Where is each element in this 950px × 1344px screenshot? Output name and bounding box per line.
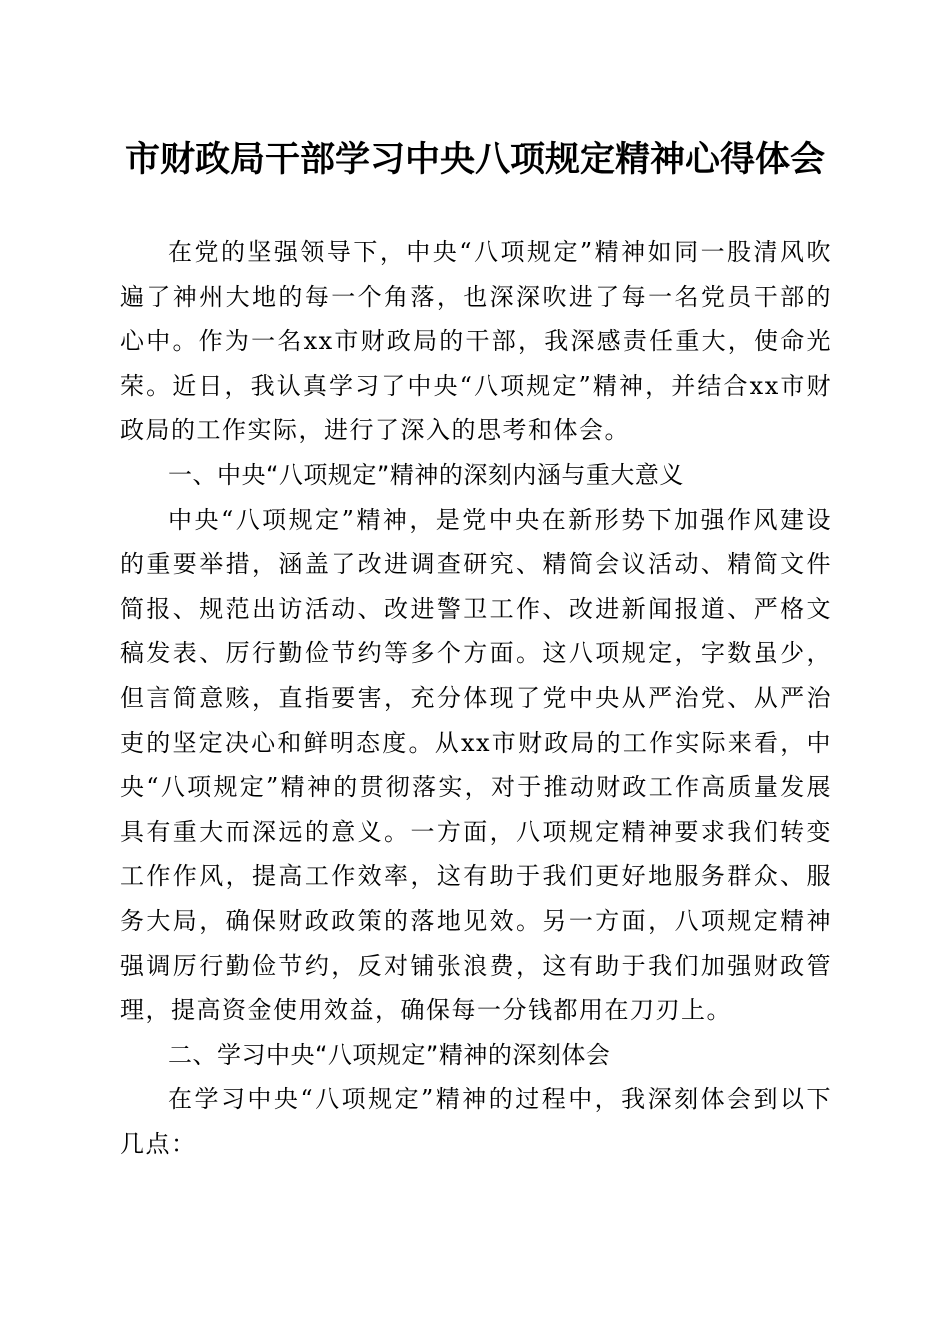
section-heading-2: 二、学习中央“八项规定”精神的深刻体会: [168, 1040, 611, 1069]
section-2-paragraph: 在学习中央“八项规定”精神的过程中，我深刻体会到以下几点：: [120, 1085, 832, 1158]
section-heading-1: 一、中央“八项规定”精神的深刻内涵与重大意义: [168, 460, 684, 489]
document-body: [120, 230, 832, 1166]
intro-paragraph: 在党的坚强领导下，中央“八项规定”精神如同一股清风吹遍了神州大地的每一个角落，也深深吹进了每一名党员干部的心中。作为一名xx市财政局的干部，我深感责任重大，使命光荣。近日，我认真学习了中央“八项规定”精神，并结合xx市财政局的工作实际，进行了深入的思考和体会。: [120, 238, 832, 445]
document-title: 市财政局干部学习中央八项规定精神心得体会: [124, 139, 825, 180]
section-1-paragraph: 中央“八项规定”精神，是党中央在新形势下加强作风建设的重要举措，涵盖了改进调查研究、精简会议活动、精简文件简报、规范出访活动、改进警卫工作、改进新闻报道、严格文稿发表、厉行勤俭节约等多个方面。这八项规定，字数虽少，但言简意赅，直指要害，充分体现了党中央从严治党、从严治吏的坚定决心和鲜明态度。从xx市财政局的工作实际来看，中央“八项规定”精神的贯彻落实，对于推动财政工作高质量发展具有重大而深远的意义。一方面，八项规定精神要求我们转变工作作风，提高工作效率，这有助于我们更好地服务群众、服务大局，确保财政政策的落地见效。另一方面，八项规定精神强调厉行勤俭节约，反对铺张浪费，这有助于我们加强财政管理，提高资金使用效益，确保每一分钱都用在刀刃上。: [120, 505, 832, 1025]
